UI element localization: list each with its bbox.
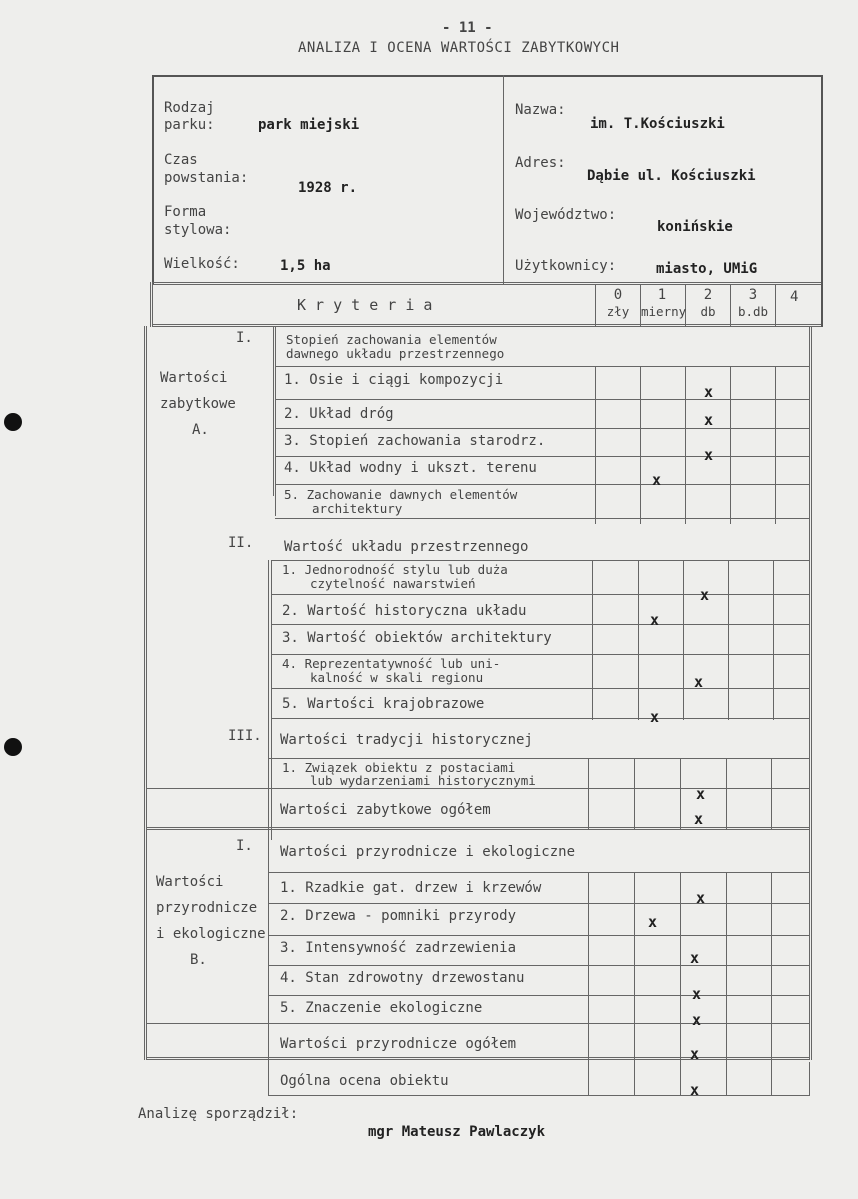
overall-label: Ogólna ocena obiektu xyxy=(280,1073,449,1089)
rodzaj-value: park miejski xyxy=(258,117,360,133)
sec1-title-2: dawnego układu przestrzennego xyxy=(286,346,505,361)
mark-b-4: x xyxy=(692,985,702,1003)
wielkosc-label: Wielkość: xyxy=(164,256,240,272)
group-a-name-3: A. xyxy=(192,422,209,438)
group-b-roman: I. xyxy=(236,838,253,854)
mark-a2-1: x xyxy=(700,586,710,604)
group-b-item-2: 2. Drzewa - pomniki przyrody xyxy=(280,908,517,924)
sec1-title-1: Stopień zachowania elementów xyxy=(286,332,497,347)
mark-b-1: x xyxy=(696,889,706,907)
rodzaj-label-2: parku: xyxy=(164,117,215,133)
group-b-item-4: 4. Stan zdrowotny drzewostanu xyxy=(280,970,525,986)
sec1-item-4: 4. Układ wodny i ukszt. terenu xyxy=(284,460,537,476)
adres-label: Adres: xyxy=(515,155,566,171)
footer-author: mgr Mateusz Pawlaczyk xyxy=(368,1124,546,1140)
mark-a1-3: x xyxy=(704,446,714,464)
nazwa-value: im. T.Kościuszki xyxy=(590,116,725,132)
uzytkownicy-value: miasto, UMiG xyxy=(656,261,758,277)
sec1-item-2: 2. Układ dróg xyxy=(284,406,394,422)
uzytkownicy-label: Użytkownicy: xyxy=(515,258,617,274)
group-b-total: Wartości przyrodnicze ogółem xyxy=(280,1036,517,1052)
sec2-title: Wartość układu przestrzennego xyxy=(284,539,529,555)
sec1-item-5: 5. Zachowanie dawnych elementów xyxy=(284,488,518,501)
page-number: - 11 - xyxy=(442,20,493,36)
czas-value: 1928 r. xyxy=(298,180,358,196)
czas-label-2: powstania: xyxy=(164,170,249,186)
sec2-item-1b: czytelność nawarstwień xyxy=(310,576,476,591)
group-b-name-4: B. xyxy=(190,952,207,968)
sec2-item-2: 2. Wartość historyczna układu xyxy=(282,603,527,619)
sec2-item-1: 1. Jednorodność stylu lub duża xyxy=(282,562,508,577)
mark-b-3: x xyxy=(690,949,700,967)
mark-a2-2: x xyxy=(650,611,660,629)
footer-label: Analizę sporządził: xyxy=(138,1106,299,1122)
forma-label-2: stylowa: xyxy=(164,222,232,238)
col-3-label: b.db xyxy=(737,304,769,319)
mark-a1-4: x xyxy=(652,471,662,489)
sec2-item-3: 3. Wartość obiektów architektury xyxy=(282,630,552,646)
sec3-item-1b: lub wydarzeniami historycznymi xyxy=(310,773,536,788)
group-b-name-2: przyrodnicze xyxy=(156,900,258,916)
mark-b-2: x xyxy=(648,913,658,931)
sec1-item-3: 3. Stopień zachowania starodrz. xyxy=(284,433,546,449)
wojewodztwo-label: Województwo: xyxy=(515,207,617,223)
rodzaj-label-1: Rodzaj xyxy=(164,100,215,116)
mark-a3-1: x xyxy=(696,785,706,803)
col-4-num: 4 xyxy=(790,289,799,305)
sec1-item-1: 1. Osie i ciągi kompozycji xyxy=(284,372,504,388)
mark-a1-1: x xyxy=(704,383,714,401)
sec2-item-4b: kalność w skali regionu xyxy=(310,670,484,685)
col-2-num: 2 xyxy=(703,287,713,303)
mark-a1-2: x xyxy=(704,411,714,429)
group-b-item-1: 1. Rzadkie gat. drzew i krzewów xyxy=(280,880,542,896)
group-a-roman: I. xyxy=(236,330,253,346)
group-a-name-1: Wartości xyxy=(160,370,228,386)
forma-label-1: Forma xyxy=(164,204,207,220)
sec3-roman: III. xyxy=(228,728,262,744)
group-b-name-1: Wartości xyxy=(156,874,224,890)
group-b-item-5: 5. Znaczenie ekologiczne xyxy=(280,1000,483,1016)
col-0-label: zły xyxy=(606,304,630,319)
sec1-item-5b: architektury xyxy=(312,501,403,516)
adres-value: Dąbie ul. Kościuszki xyxy=(587,168,756,184)
col-0-num: 0 xyxy=(613,287,623,303)
mark-overall: x xyxy=(690,1081,700,1099)
col-1-num: 1 xyxy=(657,287,667,303)
col-1-label: mierny xyxy=(641,304,687,319)
sec3-title: Wartości tradycji historycznej xyxy=(280,732,533,748)
punch-hole-bottom xyxy=(4,738,22,756)
col-2-label: db xyxy=(700,304,716,319)
group-b-title: Wartości przyrodnicze i ekologiczne xyxy=(280,844,576,860)
nazwa-label: Nazwa: xyxy=(515,102,566,118)
mark-a2-5: x xyxy=(650,708,660,726)
mark-b-total: x xyxy=(690,1045,700,1063)
group-b-name-3: i ekologiczne xyxy=(156,926,266,942)
kryteria-header: K r y t e r i a xyxy=(297,296,433,314)
page-title: ANALIZA I OCENA WARTOŚCI ZABYTKOWYCH xyxy=(298,40,620,56)
sec2-roman: II. xyxy=(228,535,254,551)
sec3-item-1: 1. Związek obiektu z postaciami xyxy=(282,760,516,775)
punch-hole-top xyxy=(4,413,22,431)
col-3-num: 3 xyxy=(748,287,758,303)
mark-a-total: x xyxy=(694,810,704,828)
sec2-item-4: 4. Reprezentatywność lub uni- xyxy=(282,656,501,671)
sec2-item-5: 5. Wartości krajobrazowe xyxy=(282,696,485,712)
czas-label-1: Czas xyxy=(164,152,198,168)
mark-a2-4: x xyxy=(694,673,704,691)
mark-b-5: x xyxy=(692,1011,702,1029)
wojewodztwo-value: konińskie xyxy=(657,219,733,235)
group-b-item-3: 3. Intensywność zadrzewienia xyxy=(280,940,517,956)
group-a-name-2: zabytkowe xyxy=(160,396,236,412)
group-a-total: Wartości zabytkowe ogółem xyxy=(280,802,491,818)
wielkosc-value: 1,5 ha xyxy=(280,258,331,274)
